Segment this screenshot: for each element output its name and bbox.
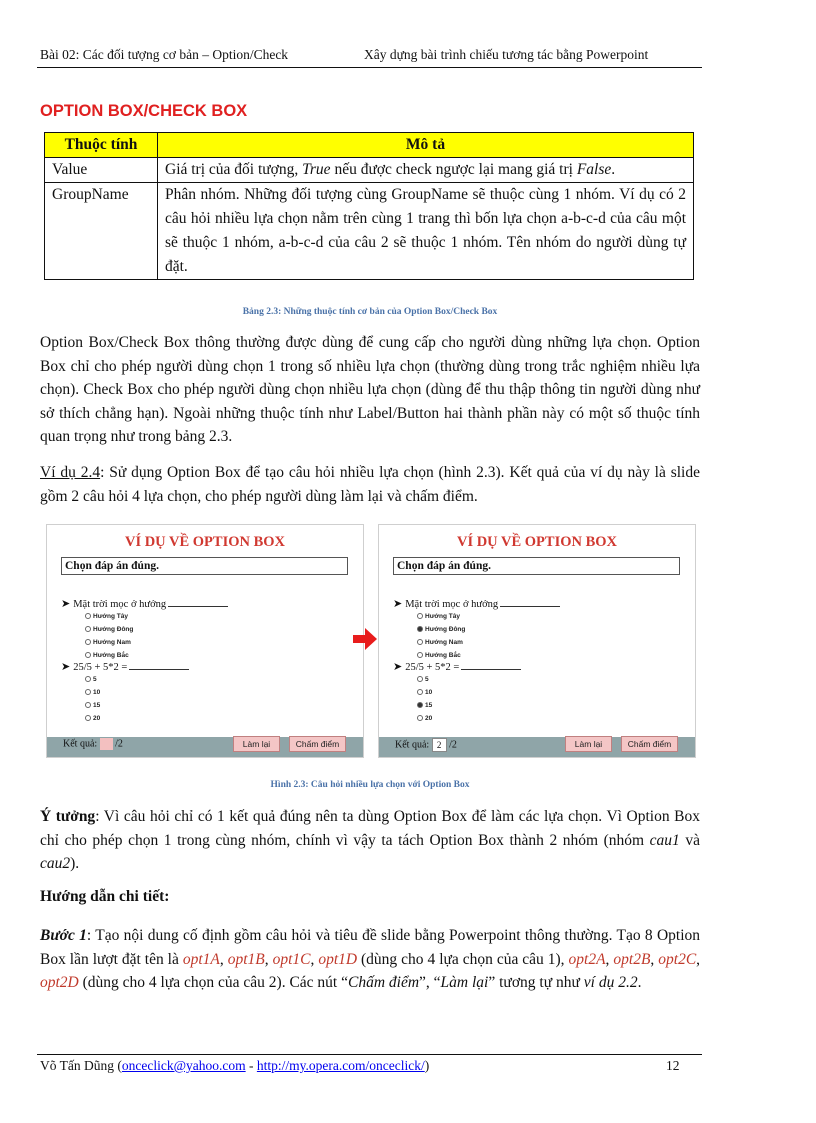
radio-icon[interactable]: [85, 639, 91, 645]
header-rule: [37, 67, 702, 68]
option-label: Hướng Bắc: [93, 652, 129, 659]
radio-icon[interactable]: [85, 652, 91, 658]
example-paragraph: [40, 461, 700, 508]
question-text: Mặt trời mọc ở hướng: [405, 599, 499, 610]
option-1a[interactable]: [417, 613, 460, 620]
desc-text: nếu được check ngược lại mang giá trị: [330, 161, 577, 178]
option-2c[interactable]: [85, 702, 100, 709]
step-text: (dùng cho 4 lựa chọn của câu 1),: [357, 950, 569, 968]
question-1: [393, 597, 560, 610]
option-label: 15: [93, 702, 101, 709]
option-label: 5: [425, 676, 429, 683]
figure-caption: Hình 2.3: Câu hỏi nhiều lựa chọn với Option Box: [270, 780, 470, 790]
answer-blank: [461, 669, 521, 670]
score-box: [100, 738, 113, 750]
button-name: Làm lại: [440, 974, 489, 991]
property-description: Phân nhóm. Những đối tượng cùng GroupName sẽ thuộc cùng 1 nhóm. Ví dụ có 2 câu hỏi nhiều lựa chọn nằm trên cùng 1 trang thì bốn lựa chọn a-b-c-d của câu một sẽ thuộc 1 nhóm, a-b-c-d của câu 2 sẽ thuộc 1 nhóm. Tên nhóm do người dùng tự đặt.: [158, 183, 694, 280]
option-name: opt1D: [318, 950, 358, 968]
idea-text: ).: [70, 855, 80, 872]
step-text: ,: [696, 950, 701, 968]
question-1: [61, 597, 228, 610]
desc-text: .: [611, 161, 616, 178]
option-label: Hướng Tây: [93, 613, 128, 620]
option-name: opt1B: [227, 950, 265, 968]
slide-instruction: Chọn đáp án đúng.: [61, 557, 348, 575]
radio-icon[interactable]: [85, 676, 91, 682]
option-1c[interactable]: [417, 639, 463, 646]
property-name: GroupName: [45, 183, 158, 280]
properties-table: [44, 132, 694, 280]
option-2a[interactable]: [417, 676, 429, 683]
option-1b[interactable]: [85, 626, 133, 633]
property-name: Value: [45, 158, 158, 183]
option-1d[interactable]: [417, 652, 461, 659]
table-caption: Bảng 2.3: Những thuộc tính cơ bản của Option Box/Check Box: [242, 307, 498, 317]
reset-button[interactable]: Làm lại: [565, 736, 612, 752]
footer-rule: [37, 1054, 702, 1055]
option-name: opt2A: [568, 950, 606, 968]
option-2b[interactable]: [85, 689, 100, 696]
result-area: [395, 738, 457, 752]
idea-label: Ý tưởng: [40, 808, 96, 825]
result-label: Kết quả:: [63, 738, 98, 750]
bullet-arrow-icon: ➤: [61, 598, 71, 610]
intro-paragraph: Option Box/Check Box thông thường được dùng để cung cấp cho người dùng những lựa chọn. Option Box chỉ cho phép người dùng chọn 1 trong số nhiều lựa chọn (thường dùng trong trắc nghiệm nhiều lựa chọn). Check Box cho phép người dùng chọn nhiều lựa chọn (dùng để thu thập thông tin người dùng như sở thích chẳng hạn). Ngoài những thuộc tính như Label/Button hai thành phần này có một số thuộc tính quan trọng như trong bảng 2.3.: [40, 334, 700, 445]
score-box: 2: [432, 738, 447, 752]
radio-icon[interactable]: [417, 689, 423, 695]
option-2d[interactable]: [85, 715, 100, 722]
button-name: Chấm điểm: [347, 974, 420, 991]
radio-icon[interactable]: [85, 715, 91, 721]
result-label: Kết quả:: [395, 739, 430, 751]
grade-button[interactable]: Chấm điểm: [289, 736, 346, 752]
header-property: Thuộc tính: [45, 133, 158, 158]
radio-icon[interactable]: [85, 702, 91, 708]
radio-icon[interactable]: [417, 613, 423, 619]
question-2: [393, 660, 521, 673]
option-2b[interactable]: [417, 689, 432, 696]
result-total: /2: [115, 738, 123, 750]
idea-text: : Vì câu hỏi chỉ có 1 kết quả đúng nên ta dùng Option Box để làm các lựa chọn. Vì Option Box chỉ cho phép chọn 1 trong cùng nhóm, chính vì vậy ta tách Option Box thành 2 nhóm (nhóm: [40, 808, 700, 849]
property-description: [158, 158, 694, 183]
footer-separator: -: [245, 1058, 257, 1073]
step-label: Bước 1: [40, 927, 87, 944]
option-label: 20: [425, 715, 433, 722]
option-2d[interactable]: [417, 715, 432, 722]
step-text: : Tạo nội dung cố định gồm câu hỏi và tiêu đề slide bằng Powerpoint thông thường. Tạo 8 Option Box lần lượt đặt tên là: [40, 927, 701, 968]
red-arrow-icon: [353, 628, 377, 650]
option-label: 10: [93, 689, 101, 696]
option-label: Hướng Nam: [425, 639, 463, 646]
answer-blank: [129, 669, 189, 670]
slide-before: [46, 524, 364, 758]
option-label: Hướng Nam: [93, 639, 131, 646]
slide-title: VÍ DỤ VỀ OPTION BOX: [456, 534, 618, 550]
header-right: Xây dựng bài trình chiếu tương tác bằng Powerpoint: [364, 47, 649, 62]
option-label: Hướng Đông: [93, 626, 134, 633]
result-total: /2: [449, 739, 457, 751]
step-text: ” tương tự như: [488, 974, 584, 991]
idea-text: và: [679, 831, 700, 849]
step-text: ,: [650, 950, 659, 968]
option-1b[interactable]: [417, 626, 465, 633]
section-title: OPTION BOX/CHECK BOX: [40, 102, 248, 120]
header-description: Mô tả: [158, 133, 694, 158]
option-name: opt2D: [40, 974, 79, 991]
radio-icon[interactable]: [417, 652, 423, 658]
grade-button[interactable]: Chấm điểm: [621, 736, 678, 752]
page-number: 12: [666, 1058, 680, 1073]
option-label: Hướng Bắc: [425, 652, 461, 659]
option-label: 20: [93, 715, 101, 722]
example-reference: ví dụ 2.2: [583, 974, 638, 991]
footer-credit: [40, 1058, 429, 1074]
reset-button[interactable]: Làm lại: [233, 736, 280, 752]
answer-blank: [168, 606, 228, 607]
footer-author: Võ Tấn Dũng (: [40, 1058, 122, 1073]
guide-title: Hướng dẫn chi tiết:: [40, 888, 170, 905]
idea-paragraph: [40, 805, 700, 876]
bullet-arrow-icon: ➤: [61, 661, 71, 673]
header-left: Bài 02: Các đối tượng cơ bản – Option/Check: [40, 47, 289, 62]
radio-icon[interactable]: [417, 676, 423, 682]
footer-close: ): [424, 1058, 430, 1073]
option-2c[interactable]: [417, 702, 432, 709]
option-label: 5: [93, 676, 97, 683]
step-text: ,: [264, 950, 273, 968]
bullet-arrow-icon: ➤: [393, 598, 403, 610]
radio-icon[interactable]: [85, 689, 91, 695]
slide-title: VÍ DỤ VỀ OPTION BOX: [124, 534, 286, 550]
option-name: opt1A: [182, 950, 220, 968]
option-2a[interactable]: [85, 676, 97, 683]
table-row: [45, 183, 694, 280]
step-text: (dùng cho 4 lựa chọn của câu 2). Các nút “: [78, 974, 348, 991]
radio-selected-icon[interactable]: [417, 702, 423, 708]
group-name: cau1: [649, 831, 680, 849]
option-name: opt2B: [613, 950, 651, 968]
question-text: 25/5 + 5*2 =: [405, 662, 460, 673]
option-name: opt1C: [272, 950, 311, 968]
footer-url-link[interactable]: http://my.opera.com/onceclick/: [256, 1058, 425, 1073]
step-text: .: [637, 974, 642, 991]
example-label: Ví dụ 2.4: [40, 464, 101, 481]
step1-paragraph: [40, 924, 700, 995]
example-text: : Sử dụng Option Box để tạo câu hỏi nhiều lựa chọn (hình 2.3). Kết quả của ví dụ này là slide gồm 2 câu hỏi 4 lựa chọn, cho phép người dùng làm lại và chấm điểm.: [40, 464, 700, 505]
table-header-row: [45, 133, 694, 158]
question-text: 25/5 + 5*2 =: [73, 662, 128, 673]
radio-selected-icon[interactable]: [417, 626, 423, 632]
option-label: 15: [425, 702, 433, 709]
option-label: 10: [425, 689, 433, 696]
step-text: ”, “: [419, 974, 441, 991]
question-text: Mặt trời mọc ở hướng: [73, 599, 167, 610]
radio-icon[interactable]: [417, 715, 423, 721]
option-label: Hướng Tây: [425, 613, 460, 620]
answer-blank: [500, 606, 560, 607]
group-name: cau2: [40, 855, 71, 872]
step-text: ,: [605, 950, 614, 968]
option-1d[interactable]: [85, 652, 129, 659]
desc-false: False: [576, 161, 612, 178]
option-1a[interactable]: [85, 613, 128, 620]
bullet-arrow-icon: ➤: [393, 661, 403, 673]
table-row: [45, 158, 694, 183]
option-label: Hướng Đông: [425, 626, 466, 633]
radio-icon[interactable]: [85, 613, 91, 619]
step-text: ,: [310, 950, 319, 968]
option-1c[interactable]: [85, 639, 131, 646]
option-name: opt2C: [658, 950, 697, 968]
result-area: [63, 738, 123, 750]
radio-icon[interactable]: [85, 626, 91, 632]
footer-email-link[interactable]: onceclick@yahoo.com: [121, 1058, 246, 1073]
slide-after: [378, 524, 696, 758]
question-2: [61, 660, 189, 673]
desc-true: True: [302, 161, 331, 178]
desc-text: Giá trị của đối tượng,: [165, 161, 303, 178]
slide-instruction: Chọn đáp án đúng.: [393, 557, 680, 575]
step-text: ,: [219, 950, 228, 968]
radio-icon[interactable]: [417, 639, 423, 645]
